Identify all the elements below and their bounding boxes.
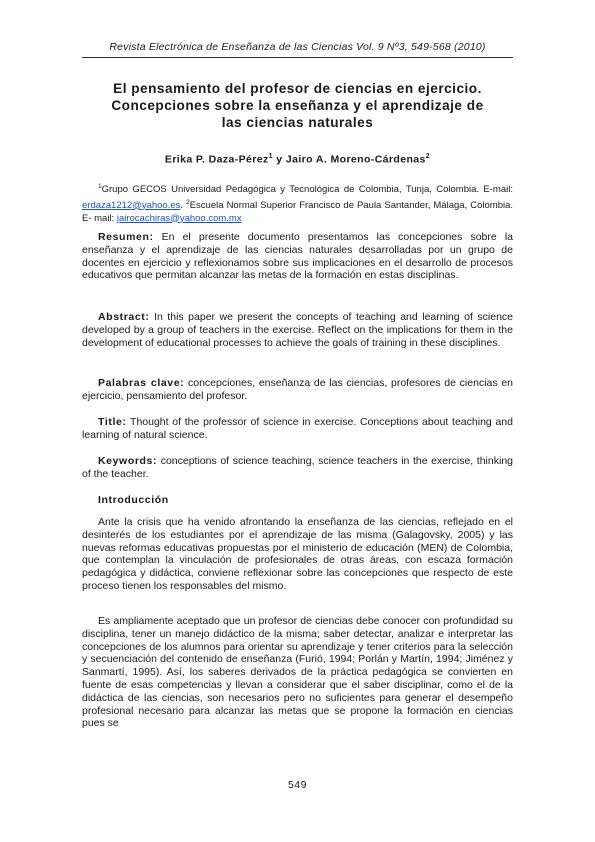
abstract-section bbox=[82, 311, 513, 349]
keywords-section bbox=[82, 455, 513, 481]
resumen-section bbox=[82, 231, 513, 282]
title-en-text: Thought of the professor of science in exercise. Conceptions about teaching and learning of natural science. bbox=[82, 416, 513, 441]
resumen-text: En el presente documento presentamos las concepciones sobre la enseñanza y el aprendizaje de las ciencias naturales desarrolladas por un grupo de docentes en ejercicio y reflexionamos sobre sus implicaciones en el desarrollo de procesos educativos que permitan alcanzar las metas de la formación en estas disciplinas. bbox=[82, 231, 513, 282]
introduccion-heading-block bbox=[82, 494, 513, 507]
title-line-1: El pensamiento del profesor de ciencias en ejercicio. bbox=[113, 81, 482, 96]
title-en-section bbox=[82, 416, 513, 442]
palabras-clave-label: Palabras clave: bbox=[98, 377, 185, 389]
keywords-label: Keywords: bbox=[98, 455, 158, 467]
introduccion-paragraph-1 bbox=[82, 516, 513, 593]
title-line-2: Concepciones sobre la enseñanza y el aprendizaje de bbox=[111, 98, 484, 113]
title-line-3: las ciencias naturales bbox=[221, 115, 374, 130]
palabras-clave-section bbox=[82, 377, 513, 403]
journal-header: Revista Electrónica de Enseñanza de las Ciencias Vol. 9 Nº3, 549-568 (2010) bbox=[109, 41, 486, 53]
resumen-label: Resumen: bbox=[98, 231, 154, 243]
affiliation-2-email-link[interactable]: jairocachiras@yahoo.com.mx bbox=[116, 212, 242, 224]
author-1-sup: 1 bbox=[268, 153, 273, 160]
title-en-label: Title: bbox=[98, 416, 127, 428]
affiliation-2-text: Escuela Normal Superior Francisco de Paula Santander, Málaga, Colombia. E- mail: bbox=[82, 199, 514, 224]
introduccion-paragraph-2-text: Es ampliamente aceptado que un profesor de ciencias debe conocer con profundidad su disciplina, tener un manejo didáctico de la misma; saber detectar, analizar e interpretar las concepciones de los alumnos para orientar su aprendizaje y tener criterios para la selección y secuenciación del contenido de enseñanza (Furió, 1994; Porlán y Martín, 1994; Jiménez y Sanmartí, 1995). Así, los saberes derivados de la práctica pedagógica se convierten en fuente de esas competencias y llevan a considerar que el saber disciplinar, como el de la didáctica de las ciencias, son necesarios pero no suficientes para generar el desempeño profesional necesario para alcanzar las metas que se propone la formación en ciencias pues se bbox=[82, 615, 513, 730]
introduccion-paragraph-2 bbox=[82, 615, 513, 730]
affiliation-1-sup: 1 bbox=[98, 183, 102, 190]
abstract-text: In this paper we present the concepts of teaching and learning of science developed by a group of teachers in the exercise. Reflect on the implications for them in the development of educational processes to achieve the goals of training in these disciplines. bbox=[82, 311, 514, 349]
author-line bbox=[82, 153, 513, 166]
keywords-text: conceptions of science teaching, science teachers in the exercise, thinking of the teacher. bbox=[82, 455, 513, 480]
author-2-sup: 2 bbox=[425, 153, 431, 160]
affiliation-2-sup: 2 bbox=[186, 198, 190, 206]
paper-title bbox=[82, 80, 513, 131]
author-conjunction: y bbox=[276, 153, 283, 166]
palabras-clave-text: concepciones, enseñanza de las ciencias, profesores de ciencias en ejercicio, pensamiento del profesor. bbox=[82, 377, 514, 402]
author-2: Jairo A. Moreno-Cárdenas bbox=[285, 153, 426, 166]
abstract-label: Abstract: bbox=[98, 311, 150, 323]
page-number: 549 bbox=[287, 779, 308, 791]
introduccion-heading: Introducción bbox=[98, 494, 169, 506]
header-rule bbox=[82, 57, 513, 58]
introduccion-paragraph-1-text: Ante la crisis que ha venido afrontando la enseñanza de las ciencias, reflejado en el desinterés de los estudiantes por el aprendizaje de las misma (Galagovsky, 2005) y las nuevas reformas educativas propuestas por el ministerio de educación (MEN) de Colombia, que contemplan la vinculación de profesionales de otras áreas, con escaza formación pedagógica y didáctica, conviene reflexionar sobre las concepciones que respecto de este proceso tienen los responsables del mismo. bbox=[82, 516, 513, 592]
affiliation-1-text: Grupo GECOS Universidad Pedagógica y Tecnológica de Colombia, Tunja, Colombia. E-mail: bbox=[101, 184, 513, 196]
author-1: Erika P. Daza-Pérez bbox=[164, 153, 269, 166]
affiliation-1-email-link[interactable]: erdaza1212@yahoo.es bbox=[82, 199, 181, 211]
affiliations: $^1$Grupo GECOS Universidad Pedagógica y Tecnológica de Colombia, Tunja, Colombia. E-mail: erdaza1212@yahoo.es. $^2$Escuela Normal Superior Francisco de Paula Santander, Málaga, Colombia. E- mail: jairocachiras@yahoo.com.mx bbox=[82, 183, 514, 224]
